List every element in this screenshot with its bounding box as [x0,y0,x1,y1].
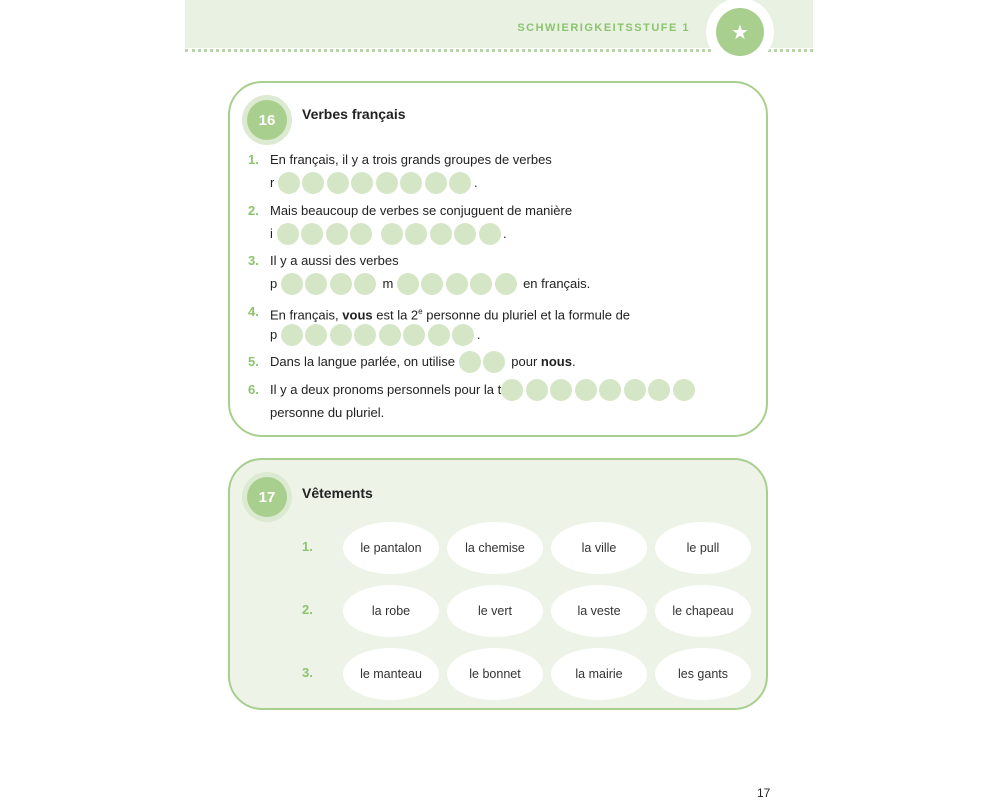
letter-blank[interactable] [459,351,481,373]
letter-blank[interactable] [470,273,492,295]
letter-blank[interactable] [430,223,452,245]
word-option[interactable]: le pull [655,522,751,574]
letter-blank[interactable] [648,379,670,401]
letter-blank[interactable] [281,324,303,346]
row-number: 3. [302,665,313,680]
word-option[interactable]: la chemise [447,522,543,574]
answer-line [270,222,507,245]
letter-blank[interactable] [330,324,352,346]
letter-blank[interactable] [425,172,447,194]
letter-blank[interactable] [354,324,376,346]
word-option[interactable]: la robe [343,585,439,637]
letter-blank[interactable] [302,172,324,194]
letter-blank[interactable] [351,172,373,194]
item-number: 1. [248,152,259,167]
word-option[interactable]: le bonnet [447,648,543,700]
letter-blank[interactable] [376,172,398,194]
letter-blank[interactable] [479,223,501,245]
exercise-16-card [228,81,768,437]
answer-first-letter: r [270,175,275,190]
row-number: 1. [302,539,313,554]
letter-blank[interactable] [495,273,517,295]
letter-blank[interactable] [446,273,468,295]
word-option[interactable]: la ville [551,522,647,574]
item-text: Il y a aussi des verbes [270,253,399,268]
exercise-title: Vêtements [302,485,373,501]
item-number: 3. [248,253,259,268]
item-text: Mais beaucoup de verbes se conjuguent de manière [270,203,573,218]
letter-blank[interactable] [350,223,372,245]
letter-blank[interactable] [330,273,352,295]
letter-blank[interactable] [379,324,401,346]
item-number: 6. [248,382,259,397]
item-text-bold: vous [342,307,373,323]
item-text-bold: nous [540,354,572,369]
answer-suffix: . [473,175,478,190]
letter-blank[interactable] [381,223,403,245]
letter-blank[interactable] [326,223,348,245]
letter-blank[interactable] [354,273,376,295]
word-option[interactable]: le manteau [343,648,439,700]
item-text-part: Dans la langue parlée, on utilise [270,354,456,369]
letter-blank[interactable] [400,172,422,194]
answer-suffix: . [476,327,481,342]
letter-blank[interactable] [301,223,323,245]
item-text-continued: personne du pluriel. [270,405,385,420]
letter-blank[interactable] [483,351,505,373]
exercise-number-badge [242,95,292,145]
item-text-part: est la 2 [376,307,419,323]
letter-blank[interactable] [327,172,349,194]
page-number: 17 [757,786,771,800]
item-text-part: pour [511,354,538,369]
word-option[interactable]: la veste [551,585,647,637]
item-text: En français, il y a trois grands groupes de verbes [270,152,552,167]
letter-blank[interactable] [526,379,548,401]
item-text-part: . [571,354,576,369]
item-text-part: personne du pluriel et la formule de [426,307,631,323]
letter-blank[interactable] [403,324,425,346]
item-text [270,378,697,401]
answer-first-letter: p [270,276,278,291]
answer-suffix: en français. [523,276,591,291]
answer-line [270,171,478,194]
item-number: 2. [248,203,259,218]
item-text-part: En français, [270,307,339,323]
item-text [270,350,576,373]
answer-suffix: . [503,226,507,241]
difficulty-level-label: SCHWIERIGKEITSSTUFE 1 [517,22,690,34]
letter-blank[interactable] [405,223,427,245]
word-option[interactable]: le pantalon [343,522,439,574]
exercise-number: 17 [247,477,287,517]
letter-blank[interactable] [454,223,476,245]
word-option[interactable]: le chapeau [655,585,751,637]
item-number: 5. [248,354,259,369]
exercise-number: 16 [247,100,287,140]
letter-blank[interactable] [624,379,646,401]
answer-line [270,323,480,346]
superscript: e [418,307,423,316]
letter-blank[interactable] [305,273,327,295]
exercise-title: Verbes français [302,106,406,122]
letter-blank[interactable] [550,379,572,401]
item-text-part: Il y a deux pronoms personnels pour la t [270,382,502,397]
letter-blank[interactable] [397,273,419,295]
exercise-number-badge [242,472,292,522]
answer-first-letter: i [270,226,273,241]
letter-blank[interactable] [278,172,300,194]
word-option[interactable]: le vert [447,585,543,637]
letter-blank[interactable] [428,324,450,346]
letter-blank[interactable] [305,324,327,346]
letter-blank[interactable] [281,273,303,295]
word-option[interactable]: la mairie [551,648,647,700]
answer-second-letter: m [382,276,394,291]
letter-blank[interactable] [421,273,443,295]
letter-blank[interactable] [501,379,523,401]
exercise-17-card [228,458,768,710]
answer-line [270,272,590,295]
word-option[interactable]: les gants [655,648,751,700]
answer-first-letter: p [270,327,278,342]
letter-blank[interactable] [452,324,474,346]
letter-blank[interactable] [575,379,597,401]
star-icon: ★ [716,8,764,56]
item-number: 4. [248,304,259,319]
row-number: 2. [302,602,313,617]
letter-blank[interactable] [599,379,621,401]
letter-blank[interactable] [449,172,471,194]
letter-blank[interactable] [277,223,299,245]
letter-blank[interactable] [673,379,695,401]
